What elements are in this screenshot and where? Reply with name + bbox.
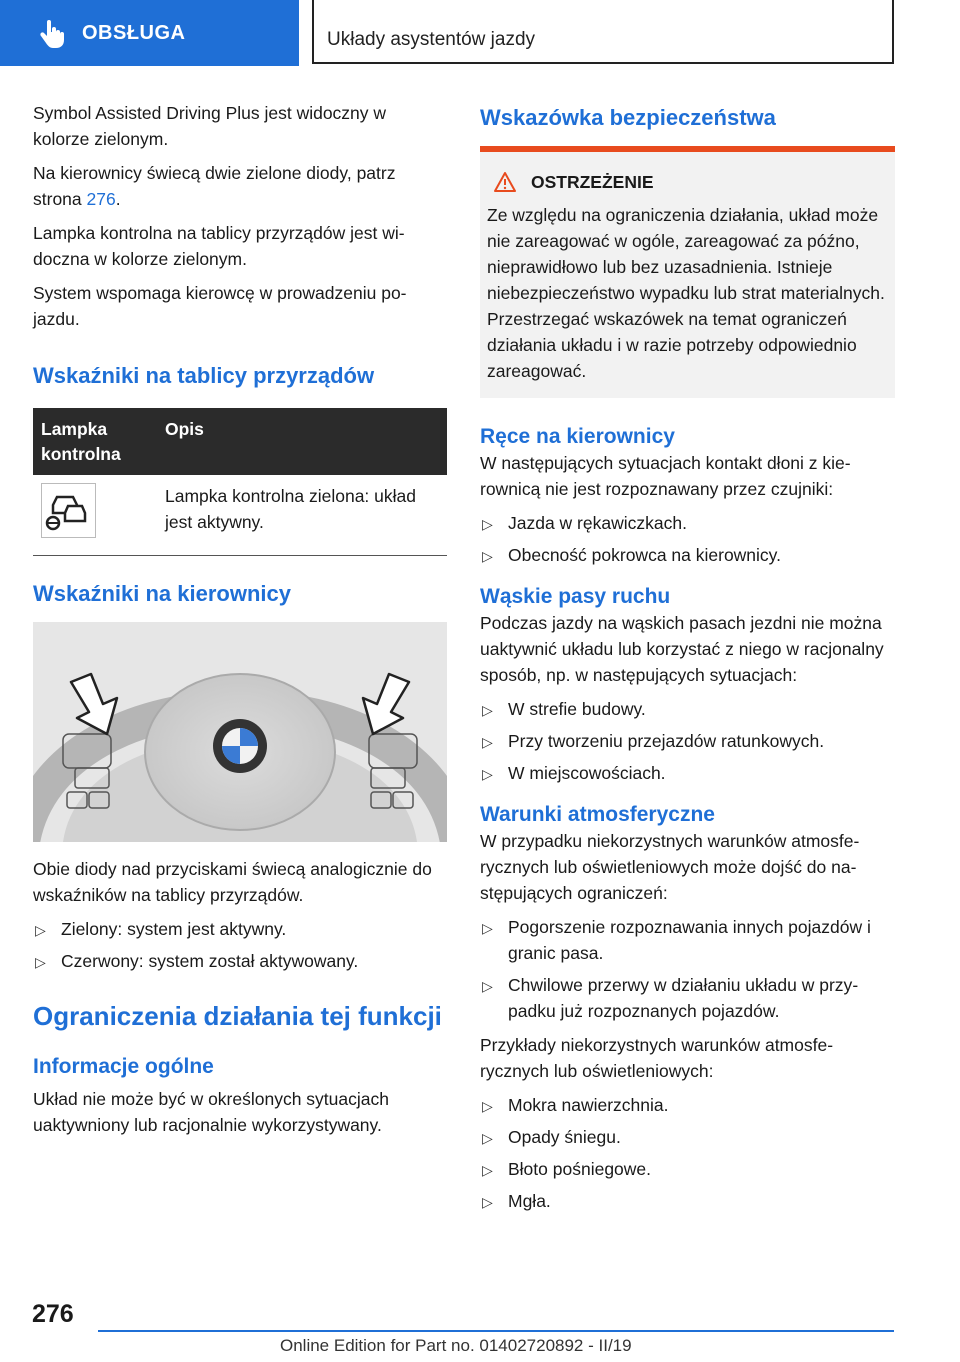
paragraph: System wspomaga kierowcę w prowadzeniu pojazdu.	[33, 283, 407, 329]
list-item: ▷ W miejscowościach.	[480, 760, 895, 786]
list-item: ▷ Zielony: system jest aktywny.	[33, 916, 447, 942]
triangle-bullet-icon: ▷	[482, 1130, 493, 1146]
table-cell: Lampka kontrolna zielona: układ jest aktywny.	[165, 486, 416, 532]
warning-box	[480, 146, 895, 398]
section-title: OBSŁUGA	[82, 21, 186, 44]
heading-weather: Warunki atmosferyczne	[480, 803, 715, 826]
bullet-list	[480, 1092, 895, 1214]
list-item: ▷ Pogorszenie rozpoznawania innych pojazdów i granic pasa.	[482, 917, 871, 963]
heading-limits: Ograniczenia działania tej funkcji	[33, 1001, 442, 1031]
heading-general: Informacje ogólne	[33, 1055, 214, 1078]
edition-text: Online Edition for Part no. 01402720892 - II/19	[280, 1336, 632, 1355]
bullet-list	[33, 916, 447, 974]
footer-divider	[98, 1330, 894, 1332]
list-item: ▷ W strefie budowy.	[480, 696, 895, 722]
warning-text: Ze względu na ograniczenia działania, układ może nie zareagować w ogóle, zareagować za późno, nieprawidłowo lub bez uzasadnienia. Istnieje niebezpieczeństwo wypadku lub strat materialnych. Przestrzegać wskazówek na temat ograniczeń działania układu i w razie potrzeby odpowiednio zareagować.	[487, 205, 885, 381]
list-item: ▷ Jazda w rękawiczkach.	[480, 510, 895, 536]
bullet-list	[480, 696, 895, 786]
chapter-header	[312, 0, 894, 64]
heading-wheel: Wskaźniki na kierownicy	[33, 581, 291, 606]
list-item: ▷ Chwilowe przerwy w działaniu układu w przypadku już rozpoznanych pojazdów.	[482, 975, 859, 1021]
hand-touch-icon	[38, 18, 66, 48]
heading-lanes: Wąskie pasy ruchu	[480, 585, 671, 608]
list-item: ▷ Obecność pokrowca na kierownicy.	[480, 542, 895, 568]
steering-wheel-image	[33, 622, 447, 842]
indicator-table	[33, 408, 447, 556]
triangle-bullet-icon: ▷	[482, 516, 493, 532]
list-item: ▷ Błoto pośniegowe.	[480, 1156, 895, 1182]
triangle-bullet-icon: ▷	[482, 1194, 493, 1210]
chapter-title: Układy asystentów jazdy	[327, 29, 536, 50]
paragraph: Lampka kontrolna na tablicy przyrządów jest widoczna w kolorze zielonym.	[33, 223, 405, 269]
paragraph: Obie diody nad przyciskami świecą analogicznie do wskaźników na tablicy przyrządów.	[33, 859, 432, 905]
triangle-bullet-icon: ▷	[482, 978, 493, 994]
paragraph: Symbol Assisted Driving Plus jest widoczny w kolorze zielonym.	[33, 103, 387, 149]
heading-indicators: Wskaźniki na tablicy przyrządów	[33, 363, 375, 388]
bullet-list	[480, 510, 895, 568]
left-column	[33, 100, 447, 1146]
paragraph: Na kierownicy świecą dwie zielone diody, patrz strona 276.	[33, 163, 396, 209]
paragraph: Przykłady niekorzystnych warunków atmosferycznych lub oświetleniowych:	[480, 1035, 834, 1081]
section-tab[interactable]	[0, 0, 299, 66]
page-link[interactable]: 276	[86, 189, 116, 209]
paragraph: Układ nie może być w określonych sytuacjach uaktywniony lub racjonalnie wykorzystywany.	[33, 1089, 389, 1135]
paragraph: W przypadku niekorzystnych warunków atmosferycznych lub oświetleniowych może dojść do następujących ograniczeń:	[480, 831, 860, 903]
list-item: ▷ Mgła.	[480, 1188, 895, 1214]
triangle-bullet-icon: ▷	[482, 920, 493, 936]
list-item: ▷ Przy tworzeniu przejazdów ratunkowych.	[480, 728, 895, 754]
bullet-list	[480, 914, 895, 1024]
triangle-bullet-icon: ▷	[482, 1162, 493, 1178]
triangle-bullet-icon: ▷	[35, 954, 46, 970]
triangle-bullet-icon: ▷	[482, 702, 493, 718]
heading-hands: Ręce na kierownicy	[480, 425, 675, 448]
triangle-bullet-icon: ▷	[482, 548, 493, 564]
warning-title: OSTRZEŻENIE	[487, 170, 887, 194]
column-header: Opis	[157, 408, 447, 475]
list-item: ▷ Czerwony: system został aktywowany.	[33, 948, 447, 974]
column-header: Lampka kontrolna	[33, 408, 157, 475]
paragraph: Podczas jazdy na wąskich pasach jezdni nie można uaktywnić układu lub korzystać z niego w racjonalny sposób, np. w następujących sytuacjach:	[480, 613, 884, 685]
triangle-bullet-icon: ▷	[482, 1098, 493, 1114]
assisted-driving-indicator-icon	[41, 483, 96, 538]
triangle-bullet-icon: ▷	[482, 766, 493, 782]
list-item: ▷ Mokra nawierzchnia.	[480, 1092, 895, 1118]
right-column	[480, 100, 895, 1222]
triangle-bullet-icon: ▷	[35, 922, 46, 938]
page-number: 276	[32, 1300, 74, 1328]
paragraph: W następujących sytuacjach kontakt dłoni z kierownicą nie jest rozpoznawany przez czujniki:	[480, 453, 851, 499]
table-cell-icon	[33, 475, 157, 556]
heading-safety: Wskazówka bezpieczeństwa	[480, 105, 776, 130]
triangle-bullet-icon: ▷	[482, 734, 493, 750]
warning-triangle-icon	[493, 171, 517, 193]
list-item: ▷ Opady śniegu.	[480, 1124, 895, 1150]
